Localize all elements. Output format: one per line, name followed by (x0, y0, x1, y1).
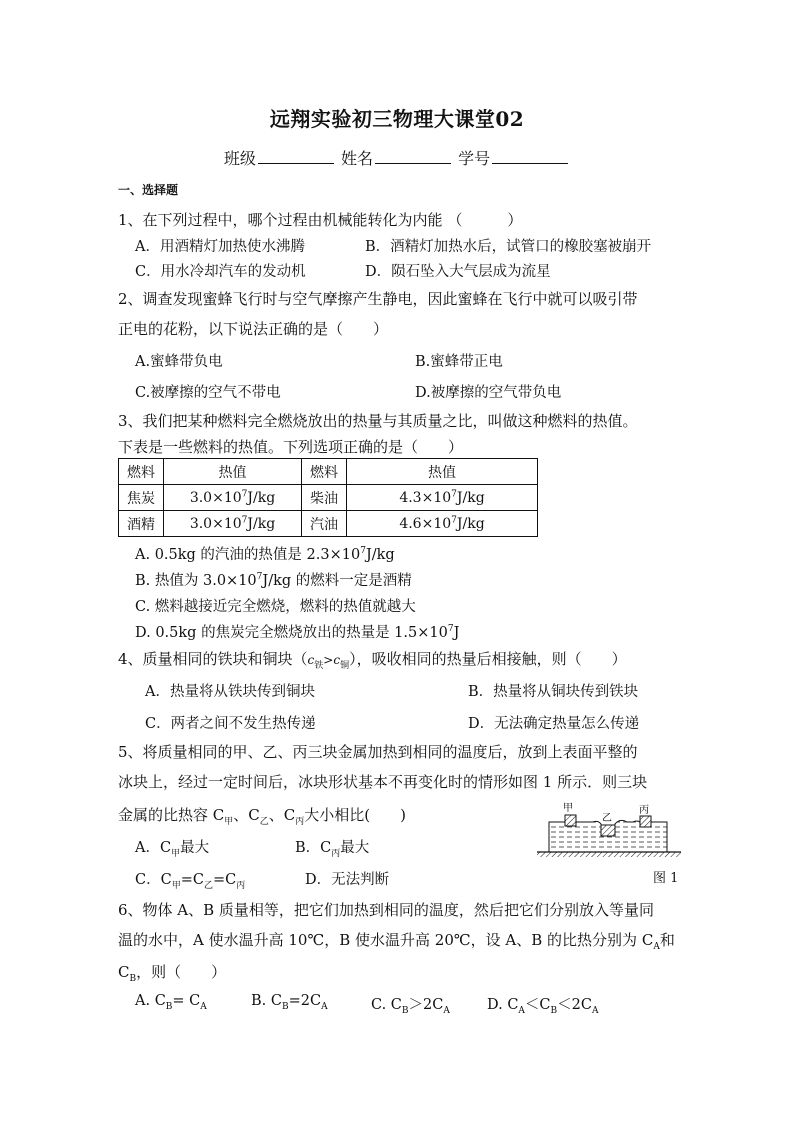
ground-hatch (537, 852, 681, 857)
table-header-fuel: 燃料 (302, 459, 347, 485)
q3-option-c: C. 燃料越接近完全燃烧，燃料的热值就越大 (135, 599, 416, 615)
q5-option-c: C．$C_甲=C_乙=C_丙$ (135, 872, 246, 891)
q6-stem-line3: $C_B$，则（ ） (118, 963, 227, 984)
name-blank[interactable] (375, 149, 451, 164)
metal-block-bing (640, 816, 651, 827)
q3-option-d: D. 0.5kg 的焦炭完全燃烧放出的热量是 $1.5\times 10^7J$ (135, 624, 460, 641)
q6-option-b: B. $C_B=2C_A$ (251, 993, 328, 1012)
table-cell-value: $3.0\times 10^7J/kg$ (164, 485, 302, 511)
q1-option-c: C．用水冷却汽车的发动机 (135, 264, 306, 280)
table-cell-value: $4.3\times 10^7J/kg$ (347, 485, 538, 511)
fuel-heat-table (118, 458, 538, 537)
name-label: 姓名 (340, 149, 373, 168)
metal-block-jia (565, 815, 576, 826)
q4-option-d: D．无法确定热量怎么传递 (468, 716, 640, 732)
table-cell-value: $4.6\times 10^7J/kg$ (347, 511, 538, 537)
q2-stem-line1: 2、调查发现蜜蜂飞行时与空气摩擦产生静电，因此蜜蜂在飞行中就可以吸引带 (118, 290, 638, 308)
q3-option-b: B. 热值为 $3.0\times 10^7J/kg$ 的燃料一定是酒精 (135, 572, 412, 589)
q5-stem-line2: 冰块上，经过一定时间后，冰块形状基本不再变化时的情形如图 1 所示．则三块 (118, 773, 648, 791)
table-header-value: 热值 (164, 459, 302, 485)
fig-label-bing: 丙 (639, 805, 649, 816)
class-label: 班级 (223, 149, 256, 168)
q5-stem-line1: 5、将质量相同的甲、乙、丙三块金属加热到相同的温度后，放到上表面平整的 (118, 743, 638, 761)
fig-label-jia: 甲 (563, 803, 573, 814)
q1-option-d: D．陨石坠入大气层成为流星 (365, 264, 551, 280)
q4-option-a: A．热量将从铁块传到铜块 (145, 684, 315, 700)
q1-option-b: B．酒精灯加热水后，试管口的橡胶塞被崩开 (365, 239, 652, 255)
table-cell-fuel: 酒精 (119, 511, 164, 537)
q5-option-a: A．$C_甲$最大 (135, 840, 210, 859)
q4-option-c: C．两者之间不发生热传递 (145, 716, 316, 732)
figure-1-caption: 图 1 (653, 871, 679, 886)
q6-stem-line2: 温的水中，A 使水温升高 10℃，B 使水温升高 20℃，设 A、B 的比热分别为 $C_A$和 (118, 931, 675, 952)
q2-option-d: D.被摩擦的空气带负电 (415, 385, 562, 401)
id-label: 学号 (458, 149, 491, 168)
class-blank[interactable] (258, 149, 334, 164)
q6-option-a: A. $C_B= C_A$ (135, 993, 207, 1012)
q1-stem: 1、在下列过程中，哪个过程由机械能转化为内能 （ ） (118, 211, 523, 229)
q6-stem-line1: 6、物体 A、B 质量相等，把它们加热到相同的温度，然后把它们分别放入等量同 (118, 901, 654, 919)
table-row (119, 485, 538, 511)
q6-option-c: C. $C_B>2C_A$ (371, 997, 450, 1016)
q2-stem-line2: 正电的花粉，以下说法正确的是（ ） (118, 320, 389, 338)
metal-block-yi (601, 825, 615, 836)
q2-option-c: C.被摩擦的空气不带电 (135, 385, 281, 401)
table-cell-fuel: 柴油 (302, 485, 347, 511)
q5-stem-line3: 金属的比热容 $C_甲$、$C_乙$、$C_丙$大小相比( ) (118, 806, 406, 827)
table-cell-value: $3.0\times 10^7J/kg$ (164, 511, 302, 537)
q5-option-b: B．$C_丙$最大 (295, 840, 370, 859)
table-row (119, 511, 538, 537)
table-header-value: 热值 (347, 459, 538, 485)
q2-option-b: B.蜜蜂带正电 (415, 354, 503, 370)
table-cell-fuel: 焦炭 (119, 485, 164, 511)
table-cell-fuel: 汽油 (302, 511, 347, 537)
q3-stem-line2: 下表是一些燃料的热值。下列选项正确的是（ ） (118, 438, 464, 456)
q2-option-a: A.蜜蜂带负电 (135, 354, 223, 370)
table-header-row (119, 459, 538, 485)
q4-stem: 4、质量相同的铁块和铜块$(c_铁>c_铜)$，吸收相同的热量后相接触，则（ ） (118, 650, 627, 671)
id-blank[interactable] (492, 149, 568, 164)
q3-option-a: A. 0.5kg 的汽油的热值是 $2.3\times 10^7J/kg$ (135, 546, 395, 563)
table-header-fuel: 燃料 (119, 459, 164, 485)
q6-option-d: D. $C_A<C_B<2C_A$ (487, 997, 599, 1016)
q4-option-b: B．热量将从铜块传到铁块 (468, 684, 639, 700)
fig-label-yi: 乙 (602, 813, 612, 824)
q3-stem-line1: 3、我们把某种燃料完全燃烧放出的热量与其质量之比，叫做这种燃料的热值。 (118, 412, 638, 430)
q1-option-a: A．用酒精灯加热使水沸腾 (135, 239, 305, 255)
q5-option-d: D．无法判断 (305, 872, 390, 888)
figure-1-ice-blocks (535, 800, 683, 860)
section-heading: 一、选择题 (118, 183, 179, 197)
page-title: 远翔实验初三物理大课堂02 (269, 107, 525, 131)
student-info-line (0, 146, 794, 169)
